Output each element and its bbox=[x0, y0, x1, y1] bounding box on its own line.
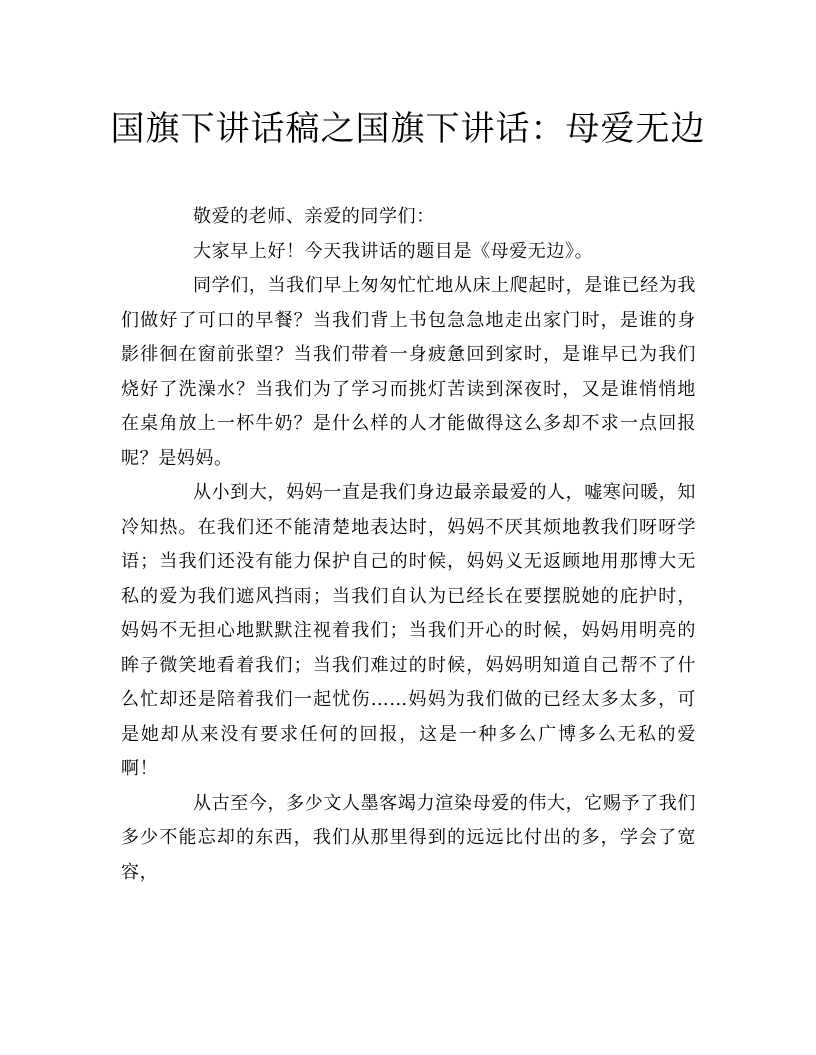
paragraph-questions: 同学们，当我们早上匆匆忙忙地从床上爬起时，是谁已经为我们做好了可口的早餐？当我们背上书包急急地走出家门时，是谁的身影徘徊在窗前张望？当我们带着一身疲惫回到家时，是谁早已为我们烧好了洗澡水？当我们为了学习而挑灯苦读到深夜时，又是谁悄悄地在桌角放上一杯牛奶？是什么样的人才能做得这么多却不求一点回报呢？是妈妈。 bbox=[121, 275, 696, 469]
paragraph-opening: 大家早上好！今天我讲话的题目是《母爱无边》。 bbox=[193, 240, 594, 262]
document-title: 国旗下讲话稿之国旗下讲话：母爱无边 bbox=[110, 109, 706, 149]
paragraph-mother-love: 从小到大，妈妈一直是我们身边最亲最爱的人，嘘寒问暖，知冷知热。在我们还不能清楚地表达时，妈妈不厌其烦地教我们呀呀学语；当我们还没有能力保护自己的时候，妈妈义无返顾地用那博大无私的爱为我们遮风挡雨；当我们自认为已经长在要摆脱她的庇护时，妈妈不无担心地默默注视着我们；当我们开心的时候，妈妈用明亮的眸子微笑地看着我们；当我们难过的时候，妈妈明知道自己帮不了什么忙却还是陪着我们一起忧伤……妈妈为我们做的已经太多太多，可是她却从来没有要求任何的回报，这是一种多么广博多么无私的爱啊！ bbox=[121, 482, 696, 779]
paragraph-literature: 从古至今，多少文人墨客竭力渲染母爱的伟大，它赐予了我们多少不能忘却的东西，我们从那里得到的远远比付出的多，学会了宽容， bbox=[121, 792, 696, 883]
paragraph-greeting: 敬爱的老师、亲爱的同学们： bbox=[193, 206, 435, 227]
document-body bbox=[121, 200, 696, 890]
